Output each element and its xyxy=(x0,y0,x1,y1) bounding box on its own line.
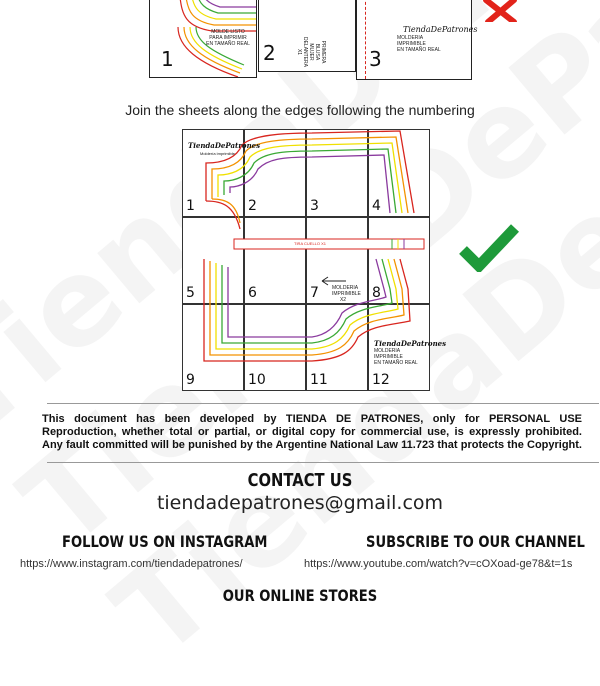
grid-brand-sub: Moldería imprimible xyxy=(200,151,235,156)
grid-cell: 10 xyxy=(244,304,306,391)
grid-cell: 8 xyxy=(368,217,430,304)
wrong-sheet-2 xyxy=(258,0,356,72)
grid-cell: 6 xyxy=(244,217,306,304)
wrong-sheet-3-number: 3 xyxy=(369,47,382,71)
contact-email[interactable]: tiendadepatrones@gmail.com xyxy=(156,492,444,514)
grid-cell: 7 xyxy=(306,217,368,304)
join-instruction: Join the sheets along the edges following the numbering xyxy=(125,102,475,118)
youtube-link[interactable]: https://www.youtube.com/watch?v=cOXoad-ge78&t=1s xyxy=(304,558,573,570)
grid-brand-2-text: MOLDERIA IMPRIMIBLE EN TAMAÑO REAL xyxy=(374,348,418,366)
wrong-sheet-3 xyxy=(356,0,478,80)
legal-line-2: Reproduction, whether total or partial, or digital copy for commercial use, is expressly prohibited. xyxy=(42,426,582,438)
instagram-link[interactable]: https://www.instagram.com/tiendadepatrones/ xyxy=(20,558,243,570)
wrong-sheet-1-number: 1 xyxy=(161,47,174,71)
center-label: MOLDERIA IMPRIMIBLE X2 xyxy=(332,285,361,303)
contact-heading: CONTACT US xyxy=(247,470,353,491)
grid-brand-2: TiendaDePatrones xyxy=(374,339,447,348)
grid-cell: 12 xyxy=(368,304,430,391)
strip-label: TIRA CUELLO X1 xyxy=(294,241,327,246)
legal-notice xyxy=(42,413,582,452)
check-icon xyxy=(459,222,519,272)
divider xyxy=(47,403,599,404)
cut-line xyxy=(365,0,367,79)
wrong-sheet-2-number: 2 xyxy=(263,41,276,65)
wrong-sheet-3-text: MOLDERIA IMPRIMIBLE EN TAMAÑO REAL xyxy=(397,35,441,53)
wrong-sheet-1 xyxy=(149,0,257,78)
stores-heading: OUR ONLINE STORES xyxy=(222,586,378,605)
cross-icon xyxy=(482,0,522,22)
grid-cell: 9 xyxy=(182,304,244,391)
grid-cell: 4 xyxy=(368,129,430,217)
wrong-sheet-2-text: PRIMERA BLUSA MUJER DELANTERA X1 xyxy=(296,36,326,67)
legal-line-3: Any fault committed will be punished by the Argentine National Law 11.723 that protects the Copyright. xyxy=(42,439,582,451)
grid-cell: 3 xyxy=(306,129,368,217)
grid-cell: 11 xyxy=(306,304,368,391)
instagram-heading: FOLLOW US ON INSTAGRAM xyxy=(62,532,268,551)
grid-cell: 5 xyxy=(182,217,244,304)
grid-brand: TiendaDePatrones xyxy=(188,141,261,150)
grid-cell: 1 xyxy=(182,129,244,217)
correct-example xyxy=(182,129,447,391)
divider xyxy=(47,462,599,463)
wrong-sheet-1-text: MOLDE LISTO PARA IMPRIMIR EN TAMAÑO REAL xyxy=(206,29,250,47)
legal-line-1: This document has been developed by TIENDA DE PATRONES, only for PERSONAL USE xyxy=(42,413,582,425)
youtube-heading: SUBSCRIBE TO OUR CHANNEL xyxy=(366,532,585,551)
wrong-sheet-3-brand: TiendaDePatrones xyxy=(403,25,478,34)
grid-cell: 2 xyxy=(244,129,306,217)
